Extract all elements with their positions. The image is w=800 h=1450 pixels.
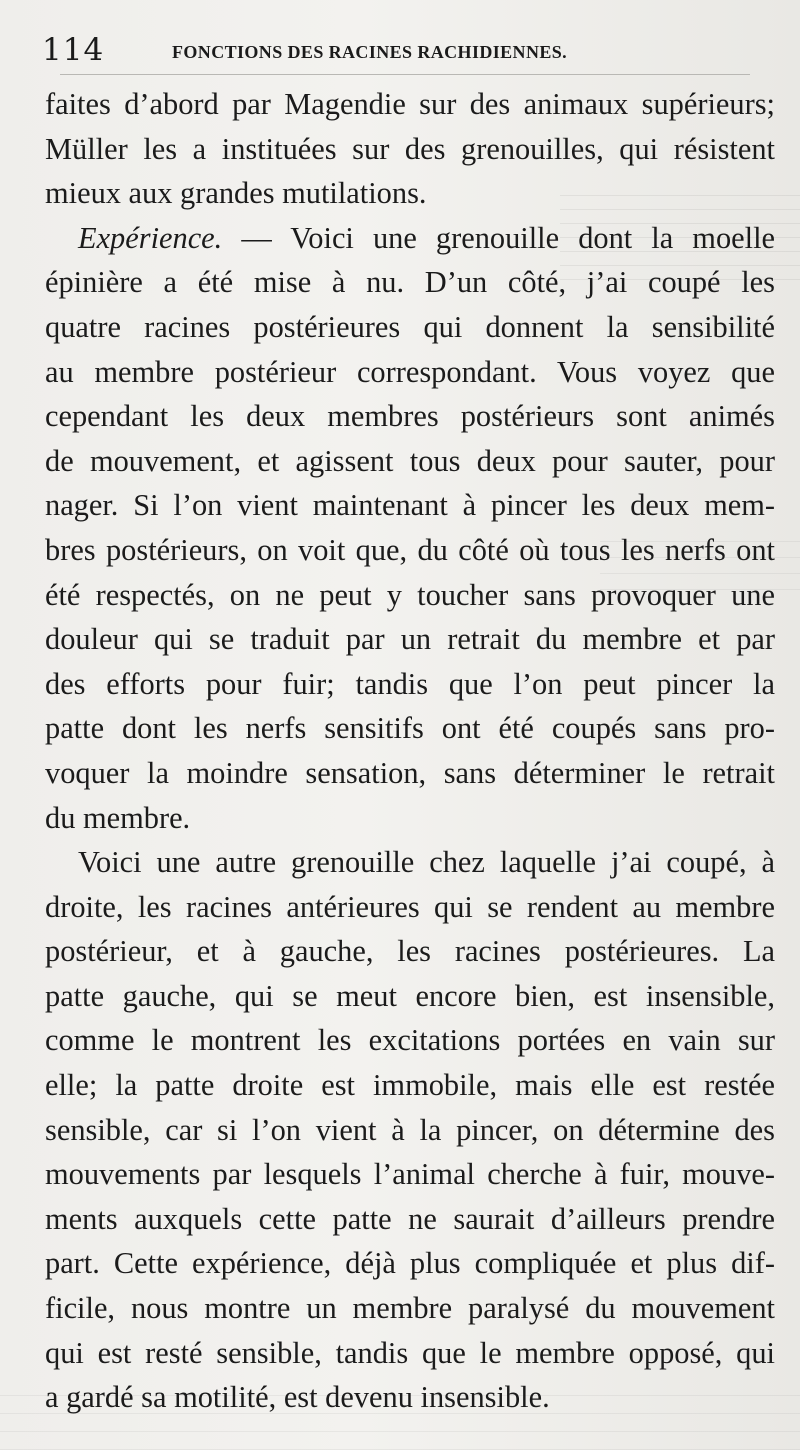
text-line: quatre racines postérieures qui donnent la sensibilité (45, 309, 775, 344)
text-line: voquer la moindre sensation, sans déterminer le retrait (45, 755, 775, 790)
experiment-label: Expérience. (78, 220, 223, 255)
paragraph (45, 216, 775, 840)
running-head: FONCTIONS DES RACINES RACHIDIENNES. (172, 42, 568, 62)
text-line: épinière a été mise à nu. D’un côté, j’ai coupé les (45, 265, 775, 300)
text-line: des efforts pour fuir; tandis que l’on peut pincer la (45, 666, 775, 701)
text-line: ficile, nous montre un membre paralysé du mouvement (45, 1291, 775, 1326)
page-number: 114 (42, 32, 105, 68)
text-line: elle; la patte droite est immobile, mais elle est restée (45, 1068, 775, 1103)
paragraph (45, 840, 775, 1420)
body-text (45, 82, 775, 1420)
text-line (45, 216, 775, 261)
text-line: patte dont les nerfs sensitifs ont été coupés sans pro- (45, 711, 775, 746)
text-line: de mouvement, et agissent tous deux pour sauter, pour (45, 443, 775, 478)
paragraph (45, 82, 775, 216)
text-line: faites d’abord par Magendie sur des animaux supérieurs; (45, 87, 775, 121)
text-line: sensible, car si l’on vient à la pincer, on détermine des (45, 1112, 775, 1147)
text-line: douleur qui se traduit par un retrait du membre et par (45, 622, 775, 657)
text-line: patte gauche, qui se meut encore bien, est insensible, (45, 978, 775, 1013)
text-line: comme le montrent les excitations portées en vain sur (45, 1023, 775, 1058)
header-divider (60, 74, 750, 75)
text-line: du membre. (45, 800, 191, 835)
text-line: bres postérieurs, on voit que, du côté où tous les nerfs ont (45, 532, 775, 567)
text-line: postérieur, et à gauche, les racines postérieures. La (45, 934, 775, 969)
text-line: été respectés, on ne peut y toucher sans provoquer une (45, 577, 775, 612)
text-fragment: — Voici une grenouille dont la moelle (222, 220, 775, 255)
text-line: au membre postérieur correspondant. Vous voyez que (45, 354, 775, 389)
text-line: Voici une autre grenouille chez laquelle j’ai coupé, à (78, 845, 775, 880)
text-line: droite, les racines antérieures qui se rendent au membre (45, 889, 775, 924)
text-line: ments auxquels cette patte ne saurait d’ailleurs prendre (45, 1201, 775, 1236)
text-line: qui est resté sensible, tandis que le membre opposé, qui (45, 1335, 775, 1370)
text-line: cependant les deux membres postérieurs sont animés (45, 399, 775, 434)
text-line: part. Cette expérience, déjà plus compliquée et plus dif- (45, 1246, 775, 1281)
text-line: mieux aux grandes mutilations. (45, 176, 427, 211)
text-line: nager. Si l’on vient maintenant à pincer les deux mem- (45, 488, 775, 523)
text-line: mouvements par lesquels l’animal cherche à fuir, mouve- (45, 1157, 775, 1192)
text-line: a gardé sa motilité, est devenu insensible. (45, 1380, 550, 1415)
text-line: Müller les a instituées sur des grenouilles, qui résistent (45, 131, 775, 166)
page-header (42, 30, 762, 70)
